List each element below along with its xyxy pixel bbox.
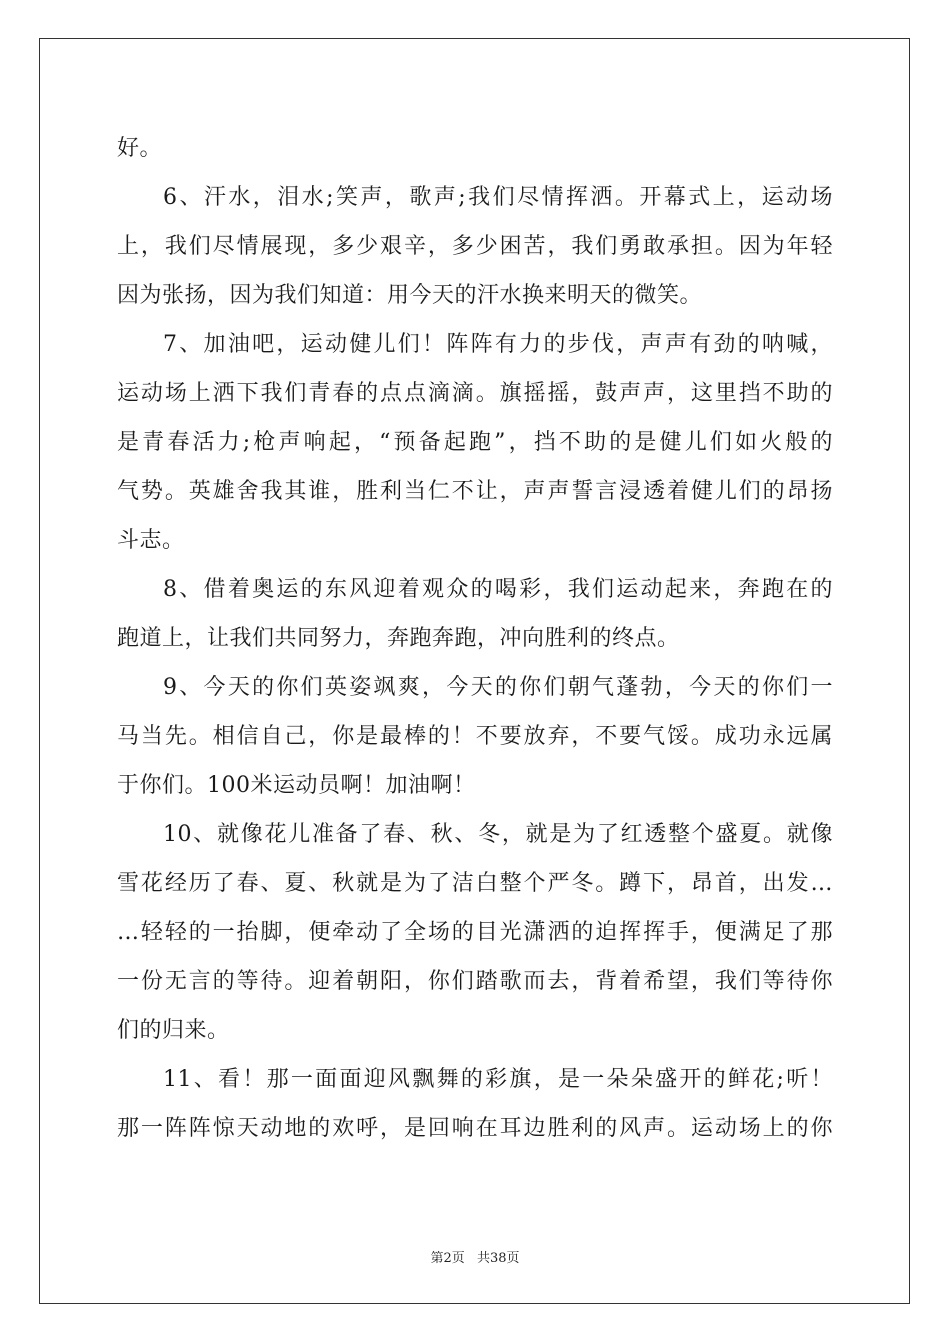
page-footer: [0, 1247, 950, 1266]
text-line: 11、看！那一面面迎风飘舞的彩旗，是一朵朵盛开的鲜花;听！: [163, 1067, 833, 1092]
page-number: 第2页: [430, 1251, 465, 1266]
document-body: [117, 124, 833, 1153]
page-total: 共38页: [476, 1251, 520, 1266]
text-line: 好。: [117, 136, 163, 161]
text-line: 运动场上洒下我们青春的点点滴滴。旗摇摇，鼓声声，这里挡不助的: [117, 381, 833, 406]
text-line: 因为张扬，因为我们知道：用今天的汗水换来明天的微笑。: [117, 283, 703, 308]
text-line: 那一阵阵惊天动地的欢呼，是回响在耳边胜利的风声。运动场上的你: [117, 1116, 833, 1141]
text-line: 8、借着奥运的东风迎着观众的喝彩，我们运动起来，奔跑在的: [163, 577, 833, 602]
text-line: 跑道上，让我们共同努力，奔跑奔跑，冲向胜利的终点。: [117, 626, 680, 651]
text-line: 们的归来。: [117, 1018, 230, 1043]
text-line: 马当先。相信自己，你是最棒的！不要放弃，不要气馁。成功永远属: [117, 724, 833, 749]
text-line: 上，我们尽情展现，多少艰辛，多少困苦，我们勇敢承担。因为年轻: [117, 234, 833, 259]
text-line: 一份无言的等待。迎着朝阳，你们踏歌而去，背着希望，我们等待你: [117, 969, 833, 994]
text-line: …轻轻的一抬脚，便牵动了全场的目光潇洒的迫挥挥手，便满足了那: [117, 920, 833, 945]
text-line: 斗志。: [117, 528, 185, 553]
text-line: 气势。英雄舍我其谁，胜利当仁不让，声声誓言浸透着健儿们的昂扬: [117, 479, 833, 504]
text-line: 是青春活力;枪声响起，“预备起跑”，挡不助的是健儿们如火般的: [117, 430, 833, 455]
text-line: 7、加油吧，运动健儿们！阵阵有力的步伐，声声有劲的呐喊，: [163, 332, 833, 357]
text-line: 10、就像花儿准备了春、秋、冬，就是为了红透整个盛夏。就像: [163, 822, 833, 847]
text-line: 9、今天的你们英姿飒爽，今天的你们朝气蓬勃，今天的你们一: [163, 675, 833, 700]
text-line: 雪花经历了春、夏、秋就是为了洁白整个严冬。蹲下，昂首，出发…: [117, 871, 833, 896]
text-line: 于你们。100米运动员啊！加油啊！: [117, 773, 476, 798]
text-line: 6、汗水，泪水;笑声，歌声;我们尽情挥洒。开幕式上，运动场: [163, 185, 833, 210]
